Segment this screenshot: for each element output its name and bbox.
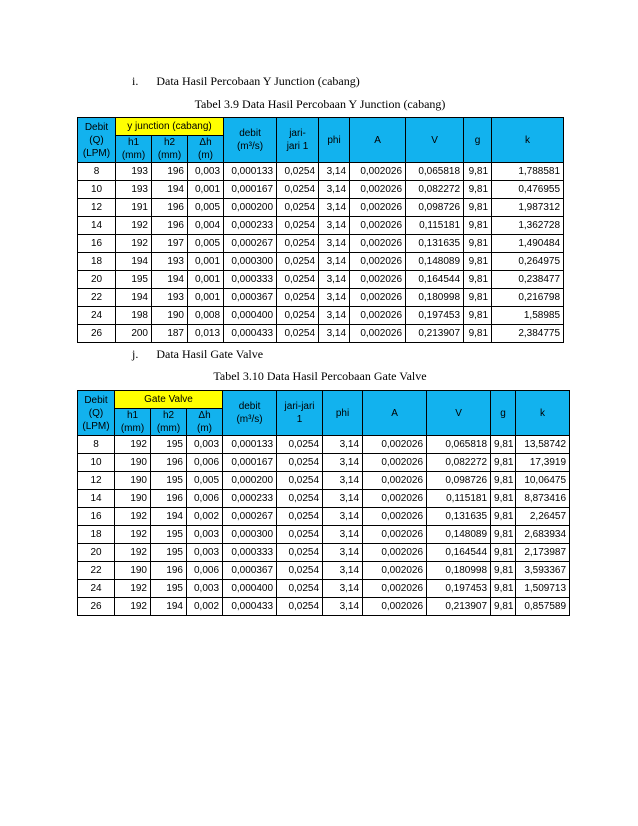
cell-h1: 190: [115, 472, 151, 490]
table-row: [78, 580, 570, 598]
cell-v: 0,180998: [427, 562, 491, 580]
cell-debit-m3: 0,000167: [223, 454, 277, 472]
cell-h1: 194: [116, 289, 152, 307]
cell-k: 2,384775: [492, 325, 564, 343]
cell-a: 0,002026: [350, 217, 406, 235]
col-k: k: [516, 391, 570, 436]
table-row: [78, 562, 570, 580]
cell-jari-jari: 0,0254: [277, 235, 319, 253]
cell-debit-q: 8: [78, 436, 115, 454]
col-g: g: [491, 391, 516, 436]
cell-g: 9,81: [491, 490, 516, 508]
cell-phi: 3,14: [323, 454, 363, 472]
cell-jari-jari: 0,0254: [277, 508, 323, 526]
cell-phi: 3,14: [319, 235, 350, 253]
col-a: A: [363, 391, 427, 436]
col-debit-m3: debit (m³/s): [223, 391, 277, 436]
cell-k: 0,238477: [492, 271, 564, 289]
cell-g: 9,81: [491, 436, 516, 454]
cell-g: 9,81: [464, 271, 492, 289]
cell-jari-jari: 0,0254: [277, 490, 323, 508]
cell-h2: 196: [151, 562, 187, 580]
cell-k: 1,509713: [516, 580, 570, 598]
cell-g: 9,81: [491, 598, 516, 616]
cell-dh: 0,002: [187, 598, 223, 616]
cell-jari-jari: 0,0254: [277, 454, 323, 472]
cell-v: 0,065818: [406, 163, 464, 181]
col-a: A: [350, 118, 406, 163]
cell-k: 8,873416: [516, 490, 570, 508]
cell-v: 0,148089: [427, 526, 491, 544]
cell-debit-m3: 0,000300: [223, 526, 277, 544]
cell-v: 0,197453: [427, 580, 491, 598]
table-row: [78, 235, 564, 253]
cell-dh: 0,005: [188, 235, 224, 253]
cell-g: 9,81: [464, 199, 492, 217]
table-row: [78, 163, 564, 181]
cell-jari-jari: 0,0254: [277, 271, 319, 289]
col-h2: h2 (mm): [151, 409, 187, 436]
cell-h1: 192: [115, 526, 151, 544]
cell-dh: 0,006: [187, 490, 223, 508]
cell-g: 9,81: [491, 526, 516, 544]
cell-h2: 190: [152, 307, 188, 325]
cell-debit-q: 10: [78, 181, 116, 199]
cell-jari-jari: 0,0254: [277, 199, 319, 217]
cell-h2: 195: [151, 436, 187, 454]
cell-h1: 190: [115, 562, 151, 580]
col-dh: Δh (m): [187, 409, 223, 436]
cell-h1: 198: [116, 307, 152, 325]
cell-a: 0,002026: [350, 163, 406, 181]
cell-dh: 0,006: [187, 562, 223, 580]
section-j-heading: [132, 347, 263, 362]
cell-debit-q: 22: [78, 289, 116, 307]
cell-g: 9,81: [464, 289, 492, 307]
table-row: [78, 544, 570, 562]
table-y-junction-body: [78, 163, 564, 343]
col-v: V: [406, 118, 464, 163]
cell-jari-jari: 0,0254: [277, 436, 323, 454]
cell-v: 0,164544: [427, 544, 491, 562]
table-row: [78, 490, 570, 508]
cell-k: 1,788581: [492, 163, 564, 181]
cell-h2: 187: [152, 325, 188, 343]
cell-v: 0,065818: [427, 436, 491, 454]
section-i-marker: i.: [132, 74, 139, 88]
cell-k: 0,216798: [492, 289, 564, 307]
cell-jari-jari: 0,0254: [277, 526, 323, 544]
cell-g: 9,81: [491, 544, 516, 562]
cell-a: 0,002026: [350, 307, 406, 325]
cell-phi: 3,14: [319, 199, 350, 217]
cell-v: 0,148089: [406, 253, 464, 271]
cell-h1: 190: [115, 454, 151, 472]
cell-h2: 194: [152, 271, 188, 289]
cell-h1: 190: [115, 490, 151, 508]
cell-h1: 193: [116, 181, 152, 199]
section-i-heading: [132, 74, 360, 89]
cell-dh: 0,001: [188, 289, 224, 307]
cell-debit-q: 24: [78, 580, 115, 598]
col-phi: phi: [319, 118, 350, 163]
cell-dh: 0,003: [188, 163, 224, 181]
cell-h1: 194: [116, 253, 152, 271]
cell-g: 9,81: [491, 562, 516, 580]
section-j-marker: j.: [132, 347, 139, 361]
cell-debit-q: 18: [78, 253, 116, 271]
cell-debit-m3: 0,000400: [224, 307, 277, 325]
table-y-junction: [77, 117, 564, 343]
table-row: [78, 181, 564, 199]
cell-jari-jari: 0,0254: [277, 472, 323, 490]
cell-debit-q: 22: [78, 562, 115, 580]
cell-dh: 0,003: [187, 580, 223, 598]
cell-v: 0,115181: [427, 490, 491, 508]
cell-h1: 192: [115, 544, 151, 562]
cell-debit-m3: 0,000200: [224, 199, 277, 217]
cell-debit-m3: 0,000367: [223, 562, 277, 580]
cell-h2: 196: [152, 217, 188, 235]
cell-phi: 3,14: [319, 217, 350, 235]
cell-phi: 3,14: [319, 163, 350, 181]
cell-debit-m3: 0,000300: [224, 253, 277, 271]
cell-dh: 0,003: [187, 544, 223, 562]
cell-g: 9,81: [491, 472, 516, 490]
cell-jari-jari: 0,0254: [277, 163, 319, 181]
cell-debit-q: 16: [78, 508, 115, 526]
col-dh: Δh (m): [188, 136, 224, 163]
cell-g: 9,81: [464, 217, 492, 235]
col-group-y-junction: y junction (cabang): [116, 118, 224, 136]
cell-dh: 0,003: [187, 436, 223, 454]
table-gate-valve-body: [78, 436, 570, 616]
cell-h2: 193: [152, 253, 188, 271]
cell-v: 0,131635: [427, 508, 491, 526]
cell-jari-jari: 0,0254: [277, 580, 323, 598]
cell-h2: 197: [152, 235, 188, 253]
table-row: [78, 253, 564, 271]
col-h1: h1 (mm): [116, 136, 152, 163]
cell-v: 0,082272: [427, 454, 491, 472]
cell-k: 3,593367: [516, 562, 570, 580]
cell-h2: 196: [152, 163, 188, 181]
cell-g: 9,81: [464, 235, 492, 253]
cell-jari-jari: 0,0254: [277, 253, 319, 271]
table-row: [78, 289, 564, 307]
cell-a: 0,002026: [350, 235, 406, 253]
cell-debit-m3: 0,000433: [223, 598, 277, 616]
cell-a: 0,002026: [363, 580, 427, 598]
cell-phi: 3,14: [323, 436, 363, 454]
cell-debit-m3: 0,000233: [224, 217, 277, 235]
cell-debit-q: 10: [78, 454, 115, 472]
cell-debit-m3: 0,000400: [223, 580, 277, 598]
cell-dh: 0,003: [187, 526, 223, 544]
col-k: k: [492, 118, 564, 163]
cell-debit-m3: 0,000333: [223, 544, 277, 562]
cell-debit-q: 12: [78, 199, 116, 217]
cell-v: 0,164544: [406, 271, 464, 289]
cell-h1: 192: [116, 235, 152, 253]
table-row: [78, 454, 570, 472]
cell-dh: 0,001: [188, 253, 224, 271]
cell-g: 9,81: [464, 307, 492, 325]
cell-v: 0,098726: [427, 472, 491, 490]
cell-debit-m3: 0,000133: [224, 163, 277, 181]
col-g: g: [464, 118, 492, 163]
cell-debit-q: 18: [78, 526, 115, 544]
cell-phi: 3,14: [323, 508, 363, 526]
col-v: V: [427, 391, 491, 436]
cell-g: 9,81: [464, 253, 492, 271]
cell-debit-m3: 0,000167: [224, 181, 277, 199]
cell-a: 0,002026: [350, 199, 406, 217]
cell-debit-m3: 0,000133: [223, 436, 277, 454]
cell-h2: 194: [151, 598, 187, 616]
cell-debit-q: 20: [78, 271, 116, 289]
cell-jari-jari: 0,0254: [277, 598, 323, 616]
cell-h2: 194: [152, 181, 188, 199]
cell-a: 0,002026: [363, 508, 427, 526]
cell-dh: 0,001: [188, 271, 224, 289]
cell-phi: 3,14: [319, 271, 350, 289]
cell-h2: 195: [151, 472, 187, 490]
cell-k: 2,26457: [516, 508, 570, 526]
cell-jari-jari: 0,0254: [277, 307, 319, 325]
cell-h1: 192: [116, 217, 152, 235]
col-jari-jari: jari-jari 1: [277, 391, 323, 436]
table-row: [78, 436, 570, 454]
cell-a: 0,002026: [363, 598, 427, 616]
cell-a: 0,002026: [350, 325, 406, 343]
cell-phi: 3,14: [323, 526, 363, 544]
cell-g: 9,81: [464, 181, 492, 199]
cell-g: 9,81: [491, 454, 516, 472]
cell-jari-jari: 0,0254: [277, 289, 319, 307]
col-debit-q: Debit (Q) (LPM): [78, 391, 115, 436]
cell-phi: 3,14: [319, 181, 350, 199]
col-phi: phi: [323, 391, 363, 436]
cell-jari-jari: 0,0254: [277, 562, 323, 580]
cell-h1: 192: [115, 580, 151, 598]
table-row: [78, 307, 564, 325]
cell-a: 0,002026: [363, 436, 427, 454]
table-3-10-caption: Tabel 3.10 Data Hasil Percobaan Gate Valve: [213, 369, 427, 383]
cell-k: 2,683934: [516, 526, 570, 544]
cell-k: 10,06475: [516, 472, 570, 490]
cell-k: 17,3919: [516, 454, 570, 472]
table-3-9-caption: Tabel 3.9 Data Hasil Percobaan Y Junction (cabang): [194, 97, 446, 111]
cell-v: 0,082272: [406, 181, 464, 199]
cell-h2: 194: [151, 508, 187, 526]
table-gate-valve: [77, 390, 570, 616]
cell-a: 0,002026: [363, 490, 427, 508]
cell-h1: 192: [115, 436, 151, 454]
cell-phi: 3,14: [319, 307, 350, 325]
cell-a: 0,002026: [350, 253, 406, 271]
cell-k: 0,857589: [516, 598, 570, 616]
cell-debit-q: 12: [78, 472, 115, 490]
cell-v: 0,197453: [406, 307, 464, 325]
cell-phi: 3,14: [323, 472, 363, 490]
cell-k: 1,58985: [492, 307, 564, 325]
cell-dh: 0,004: [188, 217, 224, 235]
cell-h1: 192: [115, 508, 151, 526]
cell-k: 1,987312: [492, 199, 564, 217]
cell-g: 9,81: [464, 325, 492, 343]
cell-h2: 196: [151, 454, 187, 472]
cell-h1: 193: [116, 163, 152, 181]
cell-debit-q: 16: [78, 235, 116, 253]
cell-jari-jari: 0,0254: [277, 181, 319, 199]
cell-debit-m3: 0,000233: [223, 490, 277, 508]
section-j-title: Data Hasil Gate Valve: [156, 347, 264, 361]
cell-k: 13,58742: [516, 436, 570, 454]
cell-dh: 0,005: [187, 472, 223, 490]
cell-g: 9,81: [491, 508, 516, 526]
cell-debit-m3: 0,000200: [223, 472, 277, 490]
cell-k: 1,490484: [492, 235, 564, 253]
cell-k: 0,264975: [492, 253, 564, 271]
cell-h2: 193: [152, 289, 188, 307]
cell-h1: 192: [115, 598, 151, 616]
col-debit-q: Debit (Q) (LPM): [78, 118, 116, 163]
table-row: [78, 217, 564, 235]
cell-a: 0,002026: [363, 472, 427, 490]
cell-dh: 0,002: [187, 508, 223, 526]
table-row: [78, 271, 564, 289]
cell-a: 0,002026: [363, 562, 427, 580]
cell-phi: 3,14: [319, 253, 350, 271]
cell-h1: 191: [116, 199, 152, 217]
cell-v: 0,098726: [406, 199, 464, 217]
cell-dh: 0,006: [187, 454, 223, 472]
cell-g: 9,81: [491, 580, 516, 598]
cell-h2: 195: [151, 544, 187, 562]
table-row: [78, 472, 570, 490]
cell-v: 0,131635: [406, 235, 464, 253]
cell-a: 0,002026: [350, 181, 406, 199]
cell-v: 0,115181: [406, 217, 464, 235]
section-i-title: Data Hasil Percobaan Y Junction (cabang): [156, 74, 360, 88]
cell-debit-q: 26: [78, 325, 116, 343]
cell-h2: 196: [152, 199, 188, 217]
cell-debit-q: 26: [78, 598, 115, 616]
cell-jari-jari: 0,0254: [277, 325, 319, 343]
table-row: [78, 199, 564, 217]
cell-h2: 195: [151, 526, 187, 544]
cell-phi: 3,14: [323, 580, 363, 598]
cell-v: 0,213907: [406, 325, 464, 343]
cell-g: 9,81: [464, 163, 492, 181]
cell-phi: 3,14: [323, 562, 363, 580]
cell-a: 0,002026: [350, 289, 406, 307]
table-row: [78, 325, 564, 343]
cell-debit-q: 8: [78, 163, 116, 181]
cell-phi: 3,14: [319, 289, 350, 307]
cell-debit-m3: 0,000333: [224, 271, 277, 289]
cell-phi: 3,14: [323, 490, 363, 508]
cell-debit-m3: 0,000267: [223, 508, 277, 526]
cell-a: 0,002026: [363, 544, 427, 562]
table-row: [78, 598, 570, 616]
cell-h1: 195: [116, 271, 152, 289]
cell-a: 0,002026: [350, 271, 406, 289]
cell-a: 0,002026: [363, 526, 427, 544]
col-group-gate-valve: Gate Valve: [115, 391, 223, 409]
cell-debit-m3: 0,000433: [224, 325, 277, 343]
col-jari-jari: jari- jari 1: [277, 118, 319, 163]
cell-a: 0,002026: [363, 454, 427, 472]
cell-v: 0,180998: [406, 289, 464, 307]
col-debit-m3: debit (m³/s): [224, 118, 277, 163]
cell-h2: 196: [151, 490, 187, 508]
cell-debit-m3: 0,000267: [224, 235, 277, 253]
cell-debit-q: 24: [78, 307, 116, 325]
cell-phi: 3,14: [323, 598, 363, 616]
table-row: [78, 526, 570, 544]
cell-jari-jari: 0,0254: [277, 544, 323, 562]
cell-dh: 0,001: [188, 181, 224, 199]
cell-dh: 0,008: [188, 307, 224, 325]
cell-phi: 3,14: [323, 544, 363, 562]
cell-h1: 200: [116, 325, 152, 343]
col-h1: h1 (mm): [115, 409, 151, 436]
cell-jari-jari: 0,0254: [277, 217, 319, 235]
cell-dh: 0,013: [188, 325, 224, 343]
cell-k: 2,173987: [516, 544, 570, 562]
cell-debit-m3: 0,000367: [224, 289, 277, 307]
cell-k: 1,362728: [492, 217, 564, 235]
cell-dh: 0,005: [188, 199, 224, 217]
cell-debit-q: 20: [78, 544, 115, 562]
cell-debit-q: 14: [78, 490, 115, 508]
cell-debit-q: 14: [78, 217, 116, 235]
table-row: [78, 508, 570, 526]
cell-v: 0,213907: [427, 598, 491, 616]
col-h2: h2 (mm): [152, 136, 188, 163]
cell-k: 0,476955: [492, 181, 564, 199]
cell-h2: 195: [151, 580, 187, 598]
cell-phi: 3,14: [319, 325, 350, 343]
